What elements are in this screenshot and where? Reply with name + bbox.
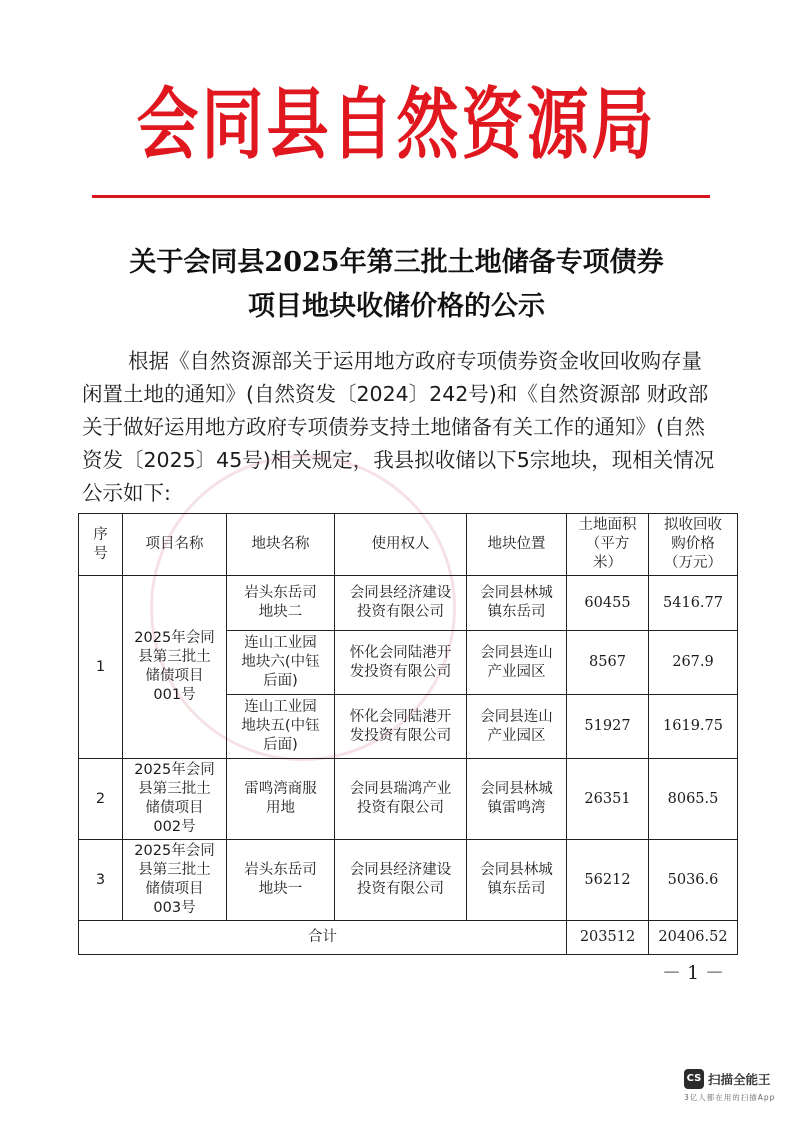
header-owner: 使用权人 xyxy=(335,514,467,576)
table-total-row xyxy=(79,921,738,955)
table-row xyxy=(79,840,738,921)
cell-total-label: 合计 xyxy=(79,921,567,955)
cell-total-price: 20406.52 xyxy=(649,921,738,955)
watermark-tagline: 3亿人都在用的扫描App xyxy=(684,1093,776,1102)
parcel-table xyxy=(78,513,738,955)
cell-area: 60455 xyxy=(567,576,649,631)
cell-area: 26351 xyxy=(567,759,649,840)
cell-area: 51927 xyxy=(567,695,649,759)
cell-price: 5416.77 xyxy=(649,576,738,631)
body-paragraph-text: 根据《自然资源部关于运用地方政府专项债券资金收回收购存量闲置土地的通知》(自然资发〔2024〕242号)和《自然资源部 财政部关于做好运用地方政府专项债券支持土地储备有关工作的通知》(自然资发〔2025〕45号)相关规定，我县拟收储以下5宗地块，现相关情况公示如下: xyxy=(82,349,715,505)
cell-price: 267.9 xyxy=(649,631,738,695)
notice-title-line1: 关于会同县2025年第三批土地储备专项债券 xyxy=(129,247,664,278)
cell-location: 会同县林城 镇东岳司 xyxy=(467,840,567,921)
cell-location: 会同县连山 产业园区 xyxy=(467,695,567,759)
cell-owner: 怀化会同陆港开 发投资有限公司 xyxy=(335,695,467,759)
cell-area: 8567 xyxy=(567,631,649,695)
cell-project: 2025年会同 县第三批土 储债项目 001号 xyxy=(123,576,227,759)
cell-seq: 2 xyxy=(79,759,123,840)
cell-location: 会同县连山 产业园区 xyxy=(467,631,567,695)
cell-area: 56212 xyxy=(567,840,649,921)
cell-price: 8065.5 xyxy=(649,759,738,840)
page-number: － 1 － xyxy=(662,962,725,984)
cell-parcel: 雷鸣湾商服 用地 xyxy=(227,759,335,840)
notice-title-line2: 项目地块收储价格的公示 xyxy=(248,291,545,322)
header-location: 地块位置 xyxy=(467,514,567,576)
header-area: 土地面积 （平方 米） xyxy=(567,514,649,576)
cell-project: 2025年会同 县第三批土 储债项目 002号 xyxy=(123,759,227,840)
cell-parcel: 连山工业园 地块五(中钰 后面) xyxy=(227,695,335,759)
table-row xyxy=(79,759,738,840)
header-seq: 序 号 xyxy=(79,514,123,576)
cell-seq: 3 xyxy=(79,840,123,921)
header-parcel: 地块名称 xyxy=(227,514,335,576)
watermark-app-name: 扫描全能王 xyxy=(708,1072,771,1087)
cell-owner: 会同县瑞鸿产业 投资有限公司 xyxy=(335,759,467,840)
letterhead-red-rule xyxy=(92,195,710,198)
cell-price: 1619.75 xyxy=(649,695,738,759)
cell-seq: 1 xyxy=(79,576,123,759)
cell-project: 2025年会同 县第三批土 储债项目 003号 xyxy=(123,840,227,921)
cell-owner: 会同县经济建设 投资有限公司 xyxy=(335,576,467,631)
cell-parcel: 岩头东岳司 地块一 xyxy=(227,840,335,921)
cell-total-area: 203512 xyxy=(567,921,649,955)
cell-price: 5036.6 xyxy=(649,840,738,921)
header-price: 拟收回收 购价格 （万元） xyxy=(649,514,738,576)
cell-location: 会同县林城 镇雷鸣湾 xyxy=(467,759,567,840)
cell-parcel: 连山工业园 地块六(中钰 后面) xyxy=(227,631,335,695)
camscanner-logo-icon: CS xyxy=(684,1069,704,1089)
table-header-row xyxy=(79,514,738,576)
table-row xyxy=(79,576,738,631)
scanner-watermark xyxy=(684,1063,793,1103)
cell-location: 会同县林城 镇东岳司 xyxy=(467,576,567,631)
cell-parcel: 岩头东岳司 地块二 xyxy=(227,576,335,631)
header-project: 项目名称 xyxy=(123,514,227,576)
cell-owner: 怀化会同陆港开 发投资有限公司 xyxy=(335,631,467,695)
body-paragraph xyxy=(82,345,722,510)
letterhead-title: 会同县自然资源局 xyxy=(136,78,657,170)
cell-owner: 会同县经济建设 投资有限公司 xyxy=(335,840,467,921)
